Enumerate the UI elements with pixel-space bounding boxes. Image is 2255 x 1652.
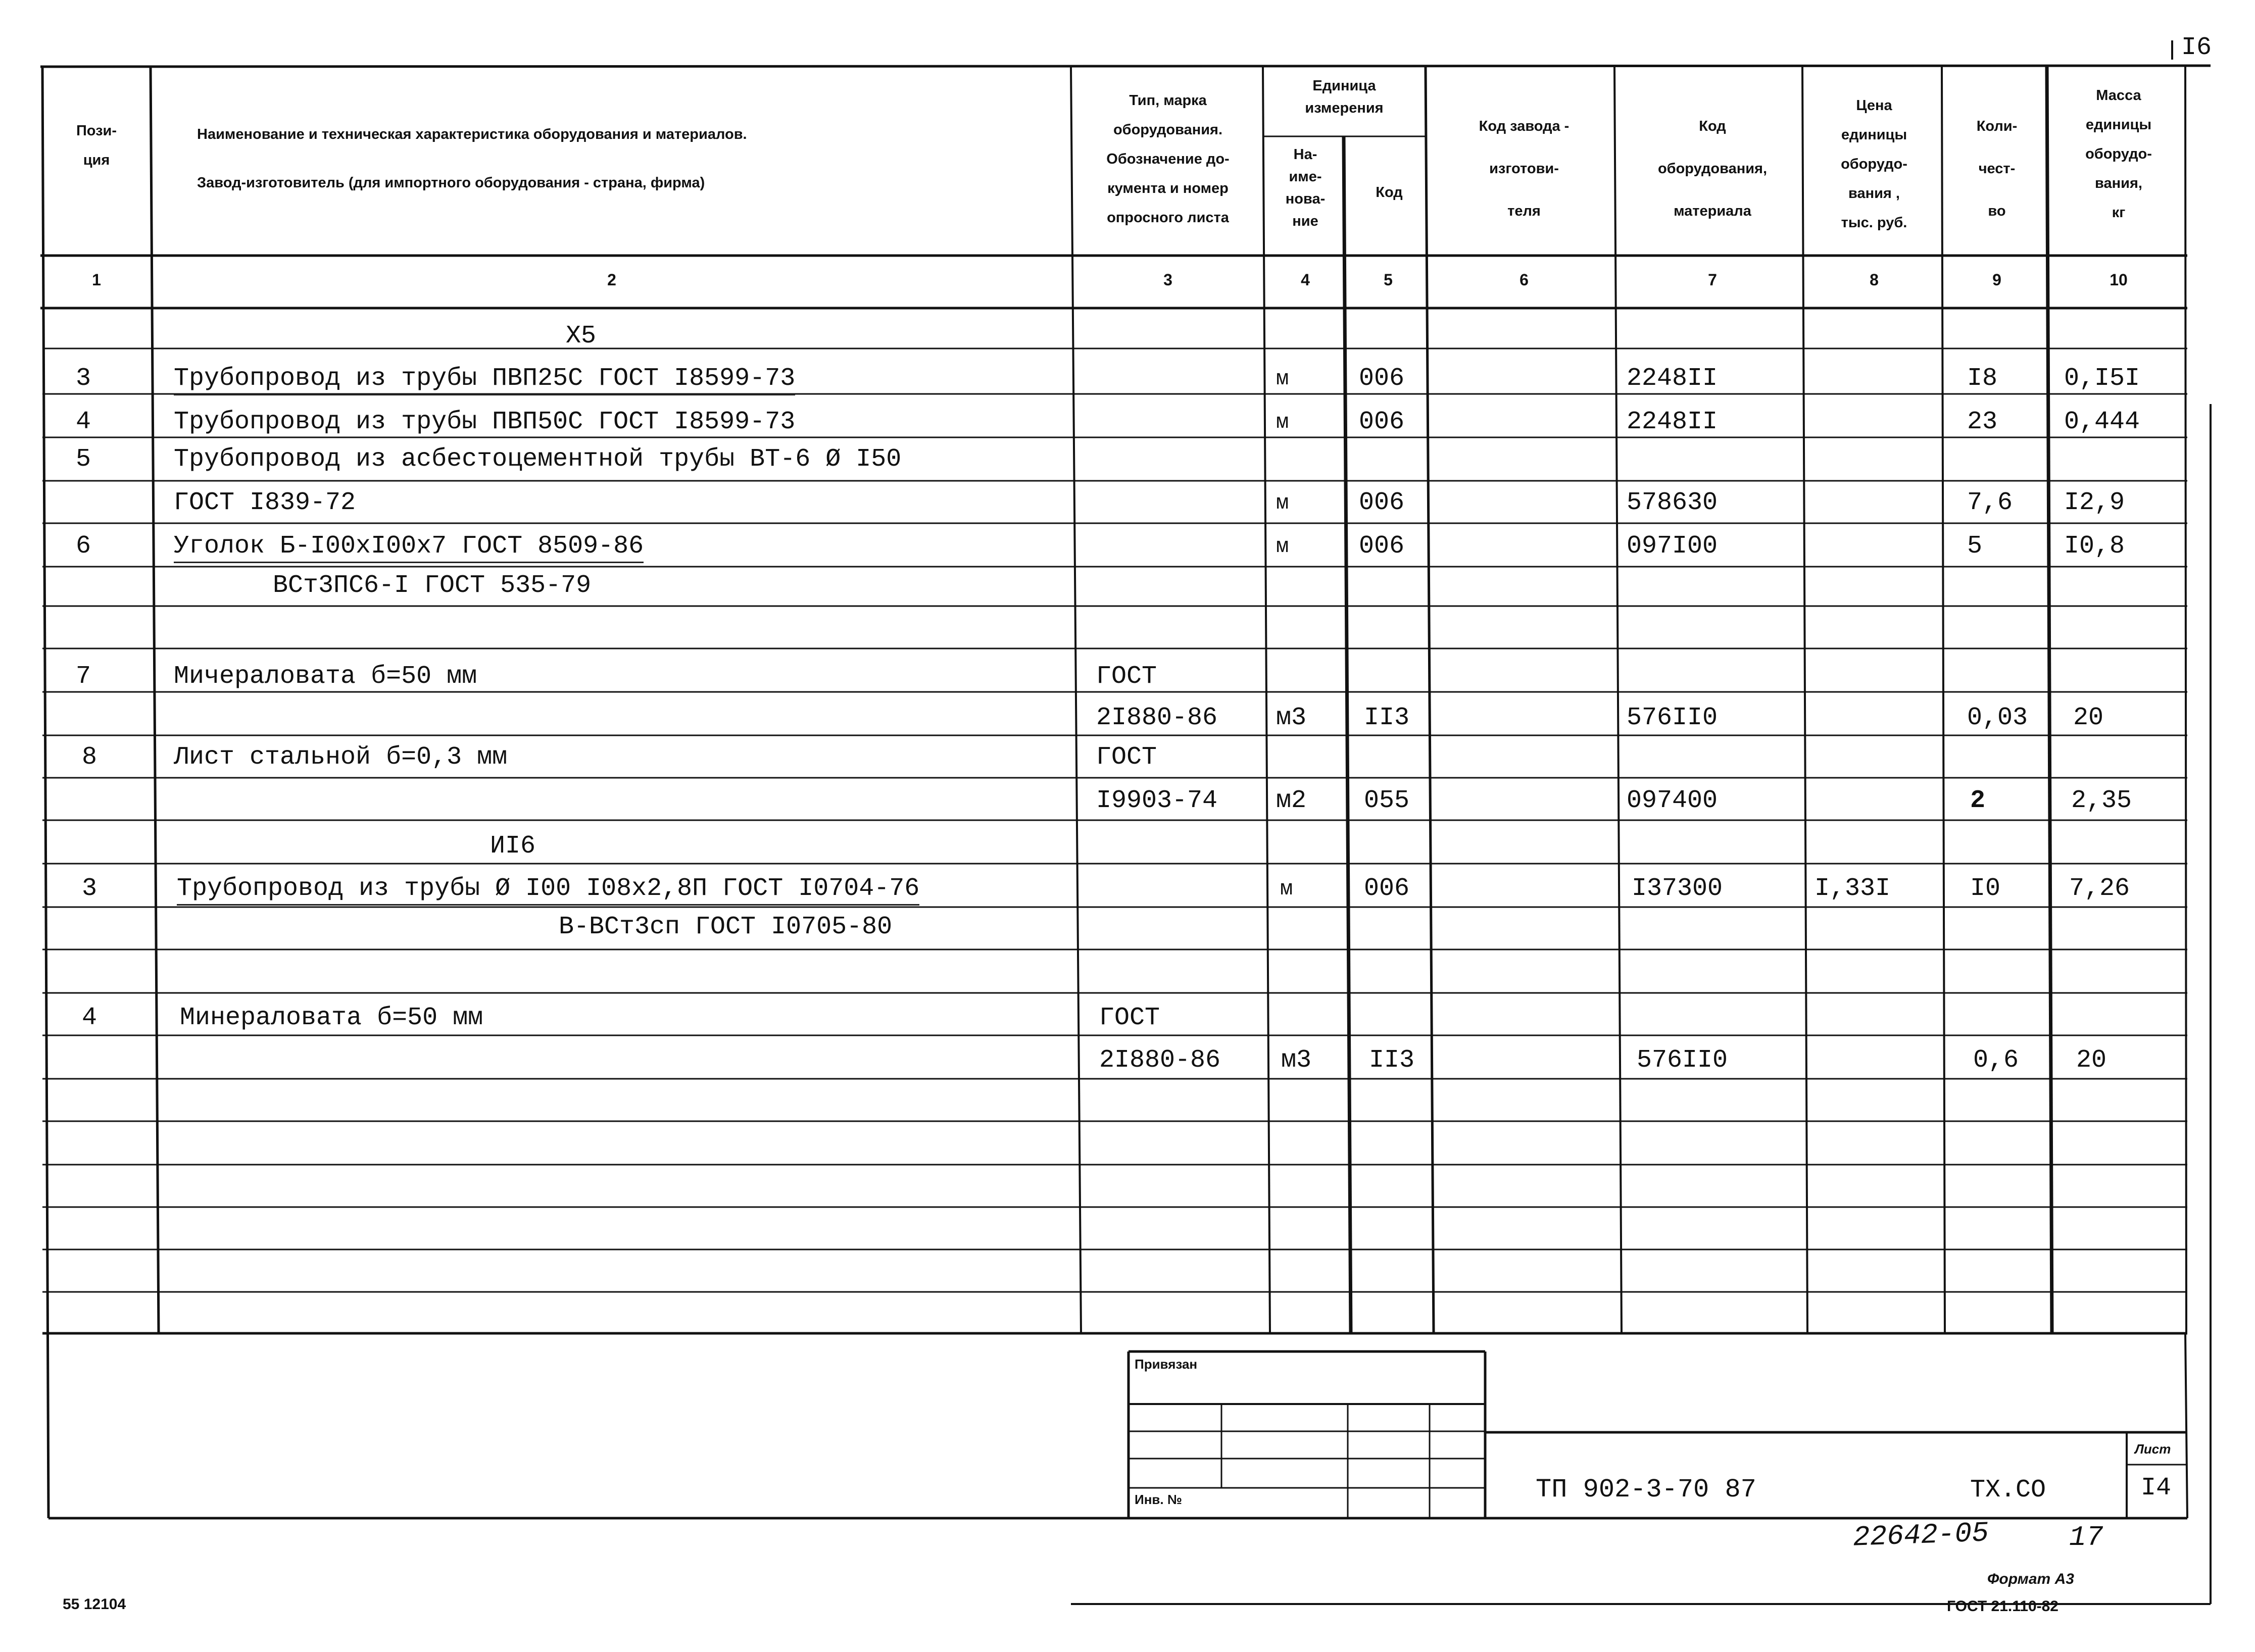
row-type: I9903-74 [1096,786,1218,815]
row-material-code: 097I00 [1627,532,1718,561]
row-unit: м [1276,534,1289,559]
column-number: 1 [92,271,101,289]
row-name: ВСт3ПС6-I ГОСТ 535-79 [273,571,592,600]
row-unit: м3 [1276,704,1307,732]
row-position: 3 [82,874,97,903]
row-mass: 2,35 [2071,786,2132,815]
row-mass: 0,444 [2064,408,2140,436]
row-code: 006 [1364,874,1410,903]
row-name: Лист стальной б=0,3 мм [174,743,508,772]
row-type: ГОСТ [1096,743,1157,772]
row-material-code: 2248II [1627,408,1718,436]
row-name: В-ВСт3сп ГОСТ I0705-80 [559,913,893,941]
handwritten-sheet: 17 [2069,1521,2103,1554]
row-quantity: 2 [1970,786,1986,815]
row-material-code: 576II0 [1627,704,1718,732]
row-type: 2I880-86 [1096,704,1218,732]
row-unit: м [1280,877,1293,901]
row-mass: I2,9 [2064,488,2125,517]
column-number: 6 [1519,271,1529,289]
table-row [0,364,2255,394]
format-label: Формат А3 [1987,1571,2074,1587]
column-number: 10 [2110,271,2128,289]
handwritten-number: 22642-05 [1852,1517,1989,1554]
header-unit: Единица измерения [1305,78,1384,116]
row-unit: м [1276,491,1289,515]
sheet-number: I4 [2141,1474,2172,1503]
table-row [0,831,2255,862]
row-code: 006 [1359,408,1405,436]
row-material-code: 097400 [1627,786,1718,815]
row-name: Минераловата б=50 мм [180,1004,483,1032]
row-position: 6 [76,532,91,561]
header-unit-mass: Масса единицы оборудо- вания, кг [2085,87,2152,221]
row-type: ГОСТ [1096,662,1157,691]
header-name: Наименование и техническая характеристика оборудования и материалов. Завод-изготовитель (для импортного оборудования - страна, фирма) [197,126,747,191]
row-name: X5 [566,322,597,351]
header-position: Пози- ция [76,123,117,168]
row-unit: м [1276,410,1289,434]
row-name: Уголок Б-I00xI00x7 ГОСТ 8509-86 [174,531,644,563]
table-row [0,407,2255,437]
table-row [0,1003,2255,1033]
row-code: 006 [1359,532,1405,561]
row-mass: 20 [2076,1046,2107,1075]
row-unit: м [1276,367,1289,391]
header-unit-price: Цена единицы оборудо- вания , тыс. руб. [1841,97,1907,231]
document-mark: ТХ.СО [1970,1476,2046,1505]
row-quantity: 0,03 [1967,704,2028,732]
row-code: II3 [1364,704,1410,732]
row-name: Трубопровод из трубы Ø I00 I08x2,8П ГОСТ I0704-76 [177,874,919,906]
row-quantity: I8 [1967,364,1998,393]
row-material-code: 2248II [1627,364,1718,393]
table-row [0,786,2255,816]
header-quantity: Коли- чест- во [1976,118,2018,219]
table-row [0,321,2255,352]
row-code: II3 [1369,1046,1415,1075]
column-number: 4 [1301,271,1310,289]
row-position: 8 [82,743,97,772]
header-material-code: Код оборудования, материала [1657,118,1768,219]
column-number: 8 [1870,271,1879,289]
sheet-number-top: I6 [2181,33,2212,62]
row-name: Трубопровод из асбестоцементной трубы ВТ-6 Ø I50 [174,445,902,474]
row-name: Мичераловата б=50 мм [174,662,477,691]
row-position: 4 [82,1004,97,1032]
table-row [0,571,2255,601]
stamp-inv-no: Инв. № [1135,1492,1182,1507]
row-material-code: 576II0 [1637,1046,1728,1075]
stamp-privyazan: Привязан [1135,1357,1198,1372]
row-type: 2I880-86 [1099,1046,1221,1075]
row-quantity: 0,6 [1973,1046,2019,1075]
table-row [0,912,2255,942]
row-position: 4 [76,408,91,436]
row-name: Трубопровод из трубы ПВП50С ГОСТ I8599-73 [174,408,796,436]
row-position: 7 [76,662,91,691]
row-unit-price: I,33I [1815,874,1891,903]
table-row [0,488,2255,518]
table-row [0,662,2255,692]
header-unit-name: На- име- нова- ние [1285,146,1326,229]
print-code: 55 12104 [63,1596,126,1613]
column-number: 5 [1384,271,1393,289]
row-position: 3 [76,364,91,393]
column-number: 2 [607,271,616,289]
row-unit: м3 [1281,1046,1312,1075]
row-name: ГОСТ I839-72 [174,488,356,517]
table-row [0,703,2255,733]
row-quantity: I0 [1970,874,2001,903]
row-mass: 20 [2073,704,2104,732]
header-plant-code: Код завода - изготови- теля [1479,118,1570,219]
header-unit-code: Код [1376,184,1403,201]
table-row [0,444,2255,475]
row-code: 006 [1359,488,1405,517]
row-code: 055 [1364,786,1410,815]
column-number: 9 [1992,271,2001,289]
row-type: ГОСТ [1099,1004,1160,1032]
row-name: Трубопровод из трубы ПВП25С ГОСТ I8599-73 [174,364,795,395]
row-name: ИI6 [490,832,536,861]
row-mass: 0,I5I [2064,364,2140,393]
row-material-code: I37300 [1632,874,1723,903]
document-code: ТП 902-3-70 87 [1536,1475,1756,1505]
column-number: 3 [1163,271,1172,289]
row-position: 5 [76,445,91,474]
sheet-label: Лист [2135,1441,2171,1457]
row-quantity: 5 [1967,532,1983,561]
row-quantity: 7,6 [1967,488,2013,517]
row-mass: 7,26 [2069,874,2130,903]
table-row [0,874,2255,904]
row-unit: м2 [1276,786,1307,815]
row-quantity: 23 [1967,408,1998,436]
header-type: Тип, марка оборудования. Обозначение до- кумента и номер опросного листа [1106,92,1230,226]
row-material-code: 578630 [1627,488,1718,517]
row-code: 006 [1359,364,1405,393]
row-mass: I0,8 [2064,532,2125,561]
table-row [0,531,2255,562]
table-row [0,1045,2255,1076]
column-number: 7 [1708,271,1717,289]
gost-label: ГОСТ 21.110-82 [1947,1598,2058,1615]
table-row [0,742,2255,773]
